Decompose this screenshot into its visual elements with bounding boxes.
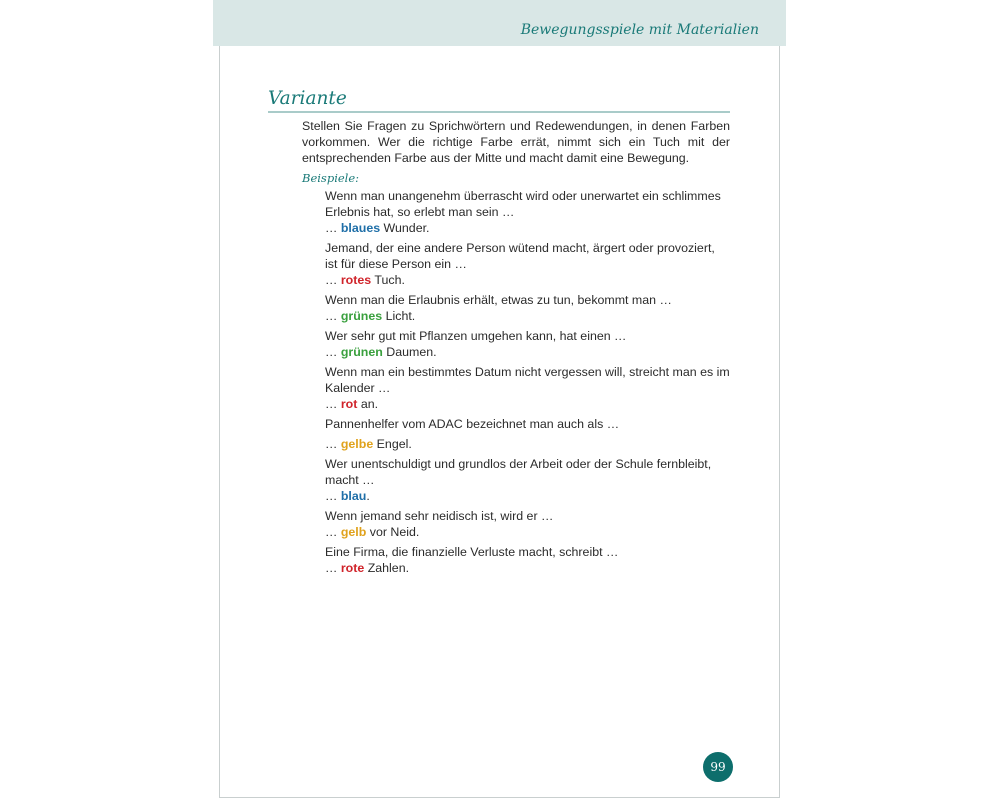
answer-suffix: an. (357, 397, 379, 411)
color-keyword: rote (340, 561, 365, 575)
example-item (325, 416, 730, 452)
intro-paragraph: Stellen Sie Fragen zu Sprichwörtern und Redewendungen, in denen Farben vorkommen. Wer die richtige Farbe errät, nimmt sich ein Tuch mit der entsprechenden Farbe aus der Mitte und macht damit eine Bewegung. (302, 119, 730, 165)
answer-suffix: Daumen. (382, 345, 437, 359)
example-answer (325, 308, 730, 324)
answer-suffix: . (366, 489, 370, 503)
example-question: Wenn man die Erlaubnis erhält, etwas zu tun, bekommt man … (325, 293, 672, 307)
answer-suffix: Tuch. (371, 273, 405, 287)
example-question: Jemand, der eine andere Person wütend macht, ärgert oder provoziert, ist für diese Person ein … (325, 241, 715, 271)
examples-list (325, 188, 730, 580)
color-keyword: rotes (340, 273, 372, 287)
color-keyword: blau (340, 489, 367, 503)
answer-prefix: … (325, 437, 341, 451)
example-question: Wenn man ein bestimmtes Datum nicht vergessen will, streicht man es im Kalender … (325, 365, 730, 395)
example-item (325, 240, 730, 288)
answer-suffix: Engel. (373, 437, 412, 451)
example-item (325, 328, 730, 360)
example-answer (325, 272, 730, 288)
answer-prefix: … (325, 525, 341, 539)
answer-prefix: … (325, 221, 341, 235)
example-question: Wer unentschuldigt und grundlos der Arbeit oder der Schule fernbleibt, macht … (325, 457, 712, 487)
answer-prefix: … (325, 273, 341, 287)
example-item (325, 292, 730, 324)
example-item (325, 456, 730, 504)
color-keyword: gelbe (340, 437, 374, 451)
example-question: Pannenhelfer vom ADAC bezeichnet man auch als … (325, 417, 620, 431)
color-keyword: gelb (340, 525, 367, 539)
example-answer (325, 220, 730, 236)
example-question: Wenn jemand sehr neidisch ist, wird er … (325, 509, 554, 523)
page-number: 99 (703, 752, 733, 782)
section-title: Variante (268, 88, 347, 109)
example-answer (325, 344, 730, 360)
answer-suffix: Licht. (382, 309, 416, 323)
answer-suffix: vor Neid. (366, 525, 420, 539)
example-answer (325, 436, 730, 452)
example-item (325, 508, 730, 540)
examples-label: Beispiele: (302, 171, 360, 185)
answer-prefix: … (325, 561, 341, 575)
answer-prefix: … (325, 309, 341, 323)
example-question: Wer sehr gut mit Pflanzen umgehen kann, hat einen … (325, 329, 627, 343)
example-item (325, 544, 730, 576)
answer-prefix: … (325, 345, 341, 359)
example-answer (325, 488, 730, 504)
color-keyword: grünes (340, 309, 383, 323)
example-answer (325, 524, 730, 540)
answer-suffix: Zahlen. (364, 561, 410, 575)
answer-prefix: … (325, 397, 341, 411)
color-keyword: grünen (340, 345, 383, 359)
example-answer (325, 396, 730, 412)
example-answer (325, 560, 730, 576)
color-keyword: blaues (340, 221, 381, 235)
answer-prefix: … (325, 489, 341, 503)
color-keyword: rot (340, 397, 358, 411)
example-question: Eine Firma, die finanzielle Verluste macht, schreibt … (325, 545, 619, 559)
title-rule (268, 111, 730, 113)
example-item (325, 188, 730, 236)
running-head: Bewegungsspiele mit Materialien (520, 22, 759, 38)
example-question: Wenn man unangenehm überrascht wird oder unerwartet ein schlimmes Erlebnis hat, so erlebt man sein … (325, 189, 721, 219)
answer-suffix: Wunder. (380, 221, 430, 235)
example-item (325, 364, 730, 412)
